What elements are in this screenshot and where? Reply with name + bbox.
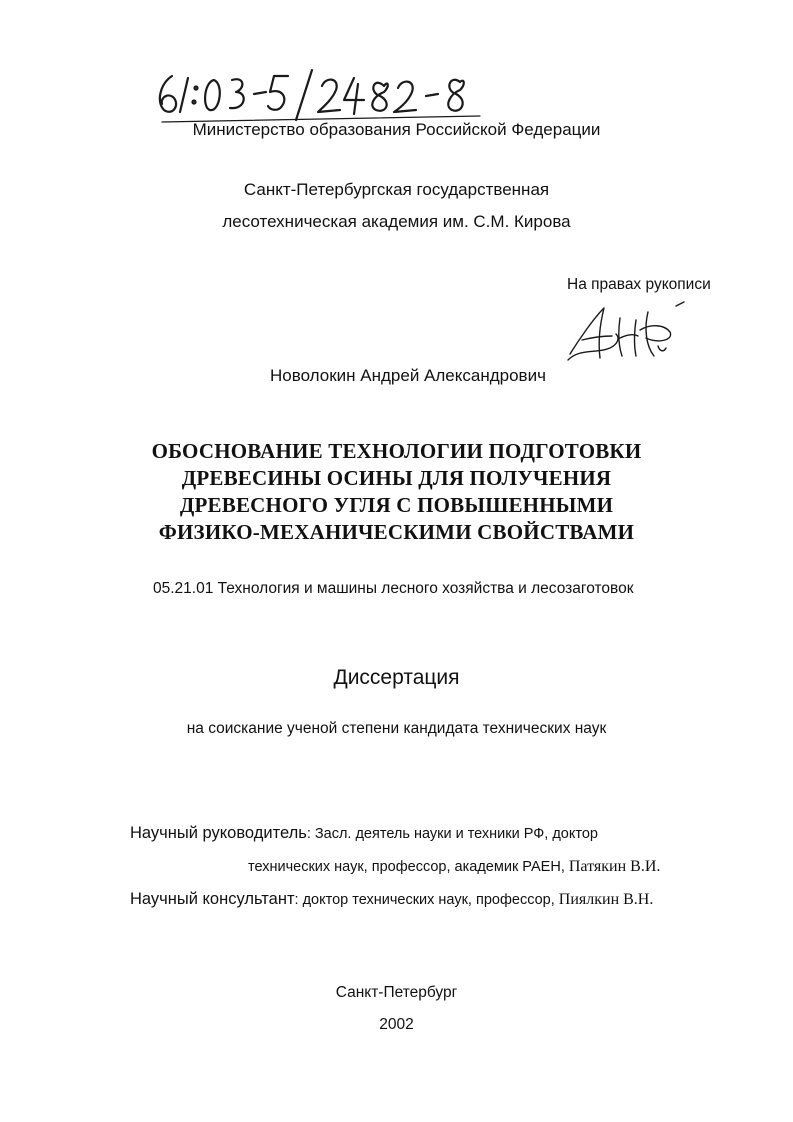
city: Санкт-Петербург [335,984,458,1001]
specialty-code: 05.21.01 Технология и машины лесного хозяйства и лесозаготовок [153,580,634,597]
author-signature [560,298,690,370]
consultant-title: : доктор технических наук, профессор, [294,892,555,908]
title-line: ОБОСНОВАНИЕ ТЕХНОЛОГИИ ПОДГОТОВКИ [151,439,642,463]
supervisor-line1 [130,824,598,843]
supervisor-label: Научный руководитель [130,824,307,842]
consultant-name: Пиялкин В.Н. [554,891,654,908]
year: 2002 [379,1016,414,1033]
title-line: ДРЕВЕСИНЫ ОСИНЫ ДЛЯ ПОЛУЧЕНИЯ [181,466,612,490]
title-line: ФИЗИКО-МЕХАНИЧЕСКИМИ СВОЙСТВАМИ [158,520,635,544]
academy-name-line2: лесотехническая академия им. С.М. Кирова [222,212,571,231]
dissertation-title [0,438,793,546]
signature-text: АНф [560,298,563,299]
consultant-label: Научный консультант [130,890,295,908]
ministry-name: Министерство образования Российской Федерации [192,120,601,139]
supervisor-title-line1: : Засл. деятель науки и техники РФ, доктор [306,826,598,842]
title-line: ДРЕВЕСНОГО УГЛЯ С ПОВЫШЕННЫМИ [179,493,614,517]
manuscript-rights-note: На правах рукописи [567,276,711,293]
degree-line: на соискание ученой степени кандидата технических наук [186,720,607,737]
document-type: Диссертация [333,666,460,689]
supervisor-name: Патякин В.И. [564,858,661,875]
academy-name-line1: Санкт-Петербургская государственная [243,180,550,199]
archive-number-text: 61:03-5/2482-8 [150,62,157,63]
supervisor-line2 [248,858,660,876]
author-name: Новолокин Андрей Александрович [270,366,546,385]
consultant-line [130,890,653,909]
supervisor-title-line2: технических наук, профессор, академик РАЕН, [248,859,565,875]
